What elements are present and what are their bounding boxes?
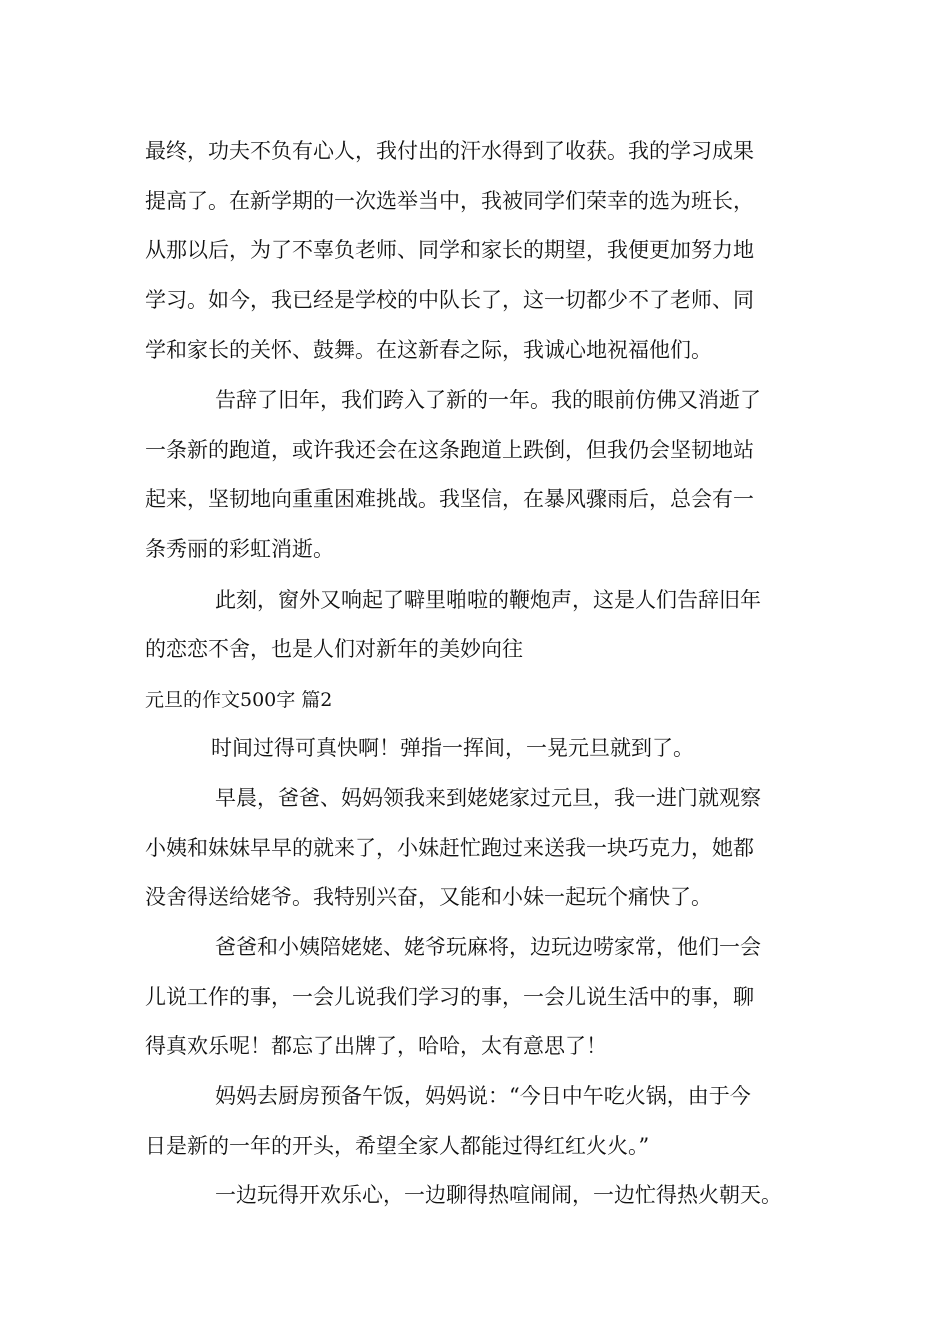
paragraph-line: 告辞了旧年，我们跨入了新的一年。我的眼前仿佛又消逝了: [215, 388, 761, 412]
paragraph-line: 从那以后，为了不辜负老师、同学和家长的期望，我便更加努力地: [145, 238, 754, 262]
paragraph-line: 最终，功夫不负有心人，我付出的汗水得到了收获。我的学习成果: [145, 139, 754, 163]
paragraph-line: 学和家长的关怀、鼓舞。在这新春之际，我诚心地祝福他们。: [145, 338, 712, 362]
paragraph-line: 的恋恋不舍，也是人们对新年的美妙向往: [145, 637, 523, 661]
paragraph-line: 条秀丽的彩虹消逝。: [145, 537, 334, 561]
paragraph-line: 日是新的一年的开头，希望全家人都能过得红红火火。”: [145, 1134, 650, 1158]
paragraph-line: 得真欢乐呢！都忘了出牌了，哈哈，太有意思了！: [145, 1034, 607, 1058]
paragraph-line: 此刻，窗外又响起了噼里啪啦的鞭炮声，这是人们告辞旧年: [215, 588, 761, 612]
paragraph-line: 时间过得可真快啊！弹指一挥间，一晃元旦就到了。: [211, 736, 694, 760]
paragraph-line: 儿说工作的事，一会儿说我们学习的事，一会儿说生活中的事，聊: [145, 985, 754, 1009]
section-heading: 元旦的作文500字 篇2: [145, 689, 333, 711]
paragraph-line: 没舍得送给姥爷。我特别兴奋，又能和小妹一起玩个痛快了。: [145, 885, 712, 909]
paragraph-line: 起来，坚韧地向重重困难挑战。我坚信，在暴风骤雨后，总会有一: [145, 487, 754, 511]
paragraph-line: 一边玩得开欢乐心，一边聊得热喧闹闹，一边忙得热火朝天。: [215, 1183, 782, 1207]
paragraph-line: 一条新的跑道，或许我还会在这条跑道上跌倒，但我仍会坚韧地站: [145, 438, 754, 462]
paragraph-line: 小姨和妹妹早早的就来了，小妹赶忙跑过来送我一块巧克力，她都: [145, 836, 754, 860]
paragraph-line: 早晨，爸爸、妈妈领我来到姥姥家过元旦，我一进门就观察: [215, 786, 761, 810]
paragraph-line: 爸爸和小姨陪姥姥、姥爷玩麻将，边玩边唠家常，他们一会: [215, 935, 761, 959]
paragraph-line: 妈妈去厨房预备午饭，妈妈说：“今日中午吃火锅，由于今: [215, 1084, 751, 1108]
paragraph-line: 提高了。在新学期的一次选举当中，我被同学们荣幸的选为班长，: [145, 189, 754, 213]
paragraph-line: 学习。如今，我已经是学校的中队长了，这一切都少不了老师、同: [145, 288, 754, 312]
